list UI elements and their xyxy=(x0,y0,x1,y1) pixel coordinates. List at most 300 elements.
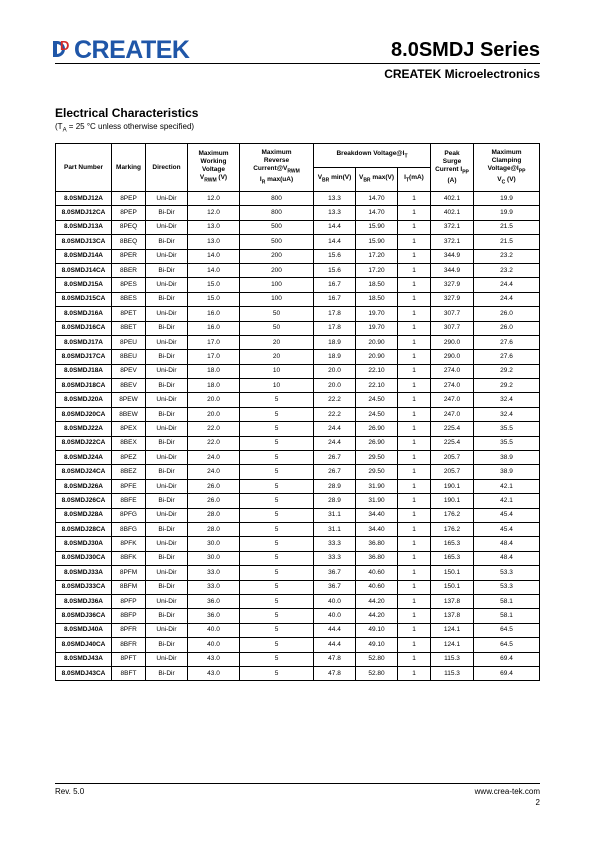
table-cell: Bi-Dir xyxy=(146,580,188,594)
table-row xyxy=(56,393,540,407)
table-cell: 1 xyxy=(398,623,431,637)
table-cell: 1 xyxy=(398,192,431,206)
table-cell: 14.0 xyxy=(188,263,240,277)
table-cell: 5 xyxy=(240,508,314,522)
table-cell: 17.8 xyxy=(314,307,356,321)
table-cell: 8BES xyxy=(112,292,146,306)
table-cell: 8.0SMDJ40A xyxy=(56,623,112,637)
table-cell: 10 xyxy=(240,364,314,378)
table-cell: 47.8 xyxy=(314,652,356,666)
table-cell: Uni-Dir xyxy=(146,422,188,436)
table-cell: 402.1 xyxy=(431,192,474,206)
table-cell: 1 xyxy=(398,364,431,378)
table-cell: 24.4 xyxy=(474,292,540,306)
table-cell: 35.5 xyxy=(474,422,540,436)
table-cell: Bi-Dir xyxy=(146,379,188,393)
table-cell: 5 xyxy=(240,465,314,479)
table-cell: 176.2 xyxy=(431,522,474,536)
table-cell: 30.0 xyxy=(188,537,240,551)
table-cell: 115.3 xyxy=(431,652,474,666)
company-logo xyxy=(53,37,189,63)
table-row xyxy=(56,594,540,608)
header-marking: Marking xyxy=(112,144,146,192)
table-cell: 8PEW xyxy=(112,393,146,407)
table-cell: 8.0SMDJ24A xyxy=(56,451,112,465)
table-cell: Uni-Dir xyxy=(146,479,188,493)
table-cell: 36.0 xyxy=(188,609,240,623)
table-cell: 33.3 xyxy=(314,551,356,565)
table-cell: 14.70 xyxy=(356,206,398,220)
table-cell: 5 xyxy=(240,652,314,666)
table-cell: 8PEV xyxy=(112,364,146,378)
table-row xyxy=(56,623,540,637)
table-cell: 28.0 xyxy=(188,522,240,536)
table-cell: 344.9 xyxy=(431,249,474,263)
table-cell: 12.0 xyxy=(188,206,240,220)
table-row xyxy=(56,278,540,292)
table-row xyxy=(56,192,540,206)
table-cell: 8.0SMDJ13CA xyxy=(56,235,112,249)
table-cell: 19.9 xyxy=(474,192,540,206)
table-cell: 8.0SMDJ20CA xyxy=(56,407,112,421)
table-cell: Uni-Dir xyxy=(146,652,188,666)
table-cell: 150.1 xyxy=(431,566,474,580)
table-cell: 20.90 xyxy=(356,350,398,364)
table-cell: 8.0SMDJ16A xyxy=(56,307,112,321)
table-cell: 38.9 xyxy=(474,451,540,465)
table-cell: 200 xyxy=(240,263,314,277)
table-cell: 48.4 xyxy=(474,537,540,551)
table-cell: 58.1 xyxy=(474,594,540,608)
table-cell: 48.4 xyxy=(474,551,540,565)
table-cell: Uni-Dir xyxy=(146,335,188,349)
table-cell: 8PFP xyxy=(112,594,146,608)
table-cell: 1 xyxy=(398,652,431,666)
table-cell: 8PEZ xyxy=(112,451,146,465)
table-cell: 1 xyxy=(398,206,431,220)
table-row xyxy=(56,350,540,364)
table-cell: 1 xyxy=(398,594,431,608)
table-cell: 28.0 xyxy=(188,508,240,522)
table-cell: 17.0 xyxy=(188,335,240,349)
table-cell: 190.1 xyxy=(431,479,474,493)
table-cell: 5 xyxy=(240,479,314,493)
table-cell: 43.0 xyxy=(188,652,240,666)
table-cell: 49.10 xyxy=(356,638,398,652)
table-cell: 1 xyxy=(398,379,431,393)
table-cell: 5 xyxy=(240,566,314,580)
table-cell: 18.0 xyxy=(188,364,240,378)
table-row xyxy=(56,436,540,450)
table-cell: 225.4 xyxy=(431,422,474,436)
table-cell: 26.90 xyxy=(356,422,398,436)
table-cell: 24.4 xyxy=(314,436,356,450)
table-row xyxy=(56,537,540,551)
table-cell: 190.1 xyxy=(431,494,474,508)
table-cell: 8.0SMDJ43CA xyxy=(56,666,112,680)
table-cell: 22.2 xyxy=(314,393,356,407)
table-cell: 64.5 xyxy=(474,623,540,637)
table-row xyxy=(56,479,540,493)
table-cell: 10 xyxy=(240,379,314,393)
table-row xyxy=(56,206,540,220)
table-cell: 8.0SMDJ33A xyxy=(56,566,112,580)
table-cell: 372.1 xyxy=(431,220,474,234)
table-cell: 15.90 xyxy=(356,220,398,234)
table-cell: 47.8 xyxy=(314,666,356,680)
table-cell: 21.5 xyxy=(474,235,540,249)
table-cell: 24.4 xyxy=(474,278,540,292)
footer-divider xyxy=(55,783,540,784)
table-cell: 31.1 xyxy=(314,522,356,536)
table-row xyxy=(56,508,540,522)
table-cell: 29.50 xyxy=(356,451,398,465)
table-cell: 100 xyxy=(240,278,314,292)
table-cell: 13.3 xyxy=(314,192,356,206)
table-cell: 40.0 xyxy=(188,623,240,637)
header-it: $I_T(mA)$ xyxy=(398,168,431,192)
table-cell: 42.1 xyxy=(474,494,540,508)
table-cell: 8BER xyxy=(112,263,146,277)
table-cell: 500 xyxy=(240,220,314,234)
table-cell: 40.0 xyxy=(188,638,240,652)
table-row xyxy=(56,666,540,680)
table-cell: Bi-Dir xyxy=(146,494,188,508)
table-cell: 16.0 xyxy=(188,307,240,321)
table-cell: 29.50 xyxy=(356,465,398,479)
table-cell: 23.2 xyxy=(474,249,540,263)
table-cell: 44.20 xyxy=(356,609,398,623)
table-cell: 24.50 xyxy=(356,393,398,407)
table-cell: 8.0SMDJ22CA xyxy=(56,436,112,450)
table-cell: 5 xyxy=(240,623,314,637)
table-cell: Bi-Dir xyxy=(146,436,188,450)
table-cell: 8.0SMDJ28A xyxy=(56,508,112,522)
table-cell: 800 xyxy=(240,206,314,220)
table-cell: 165.3 xyxy=(431,537,474,551)
table-cell: 34.40 xyxy=(356,508,398,522)
table-cell: 8.0SMDJ43A xyxy=(56,652,112,666)
table-cell: 50 xyxy=(240,321,314,335)
table-cell: 52.80 xyxy=(356,666,398,680)
table-cell: 8.0SMDJ30CA xyxy=(56,551,112,565)
table-cell: 8PFK xyxy=(112,537,146,551)
table-cell: 137.8 xyxy=(431,594,474,608)
table-cell: Bi-Dir xyxy=(146,206,188,220)
table-cell: Bi-Dir xyxy=(146,263,188,277)
table-cell: 8.0SMDJ36CA xyxy=(56,609,112,623)
table-cell: 34.40 xyxy=(356,522,398,536)
table-cell: Uni-Dir xyxy=(146,537,188,551)
table-cell: 24.50 xyxy=(356,407,398,421)
table-row xyxy=(56,292,540,306)
table-cell: 29.2 xyxy=(474,379,540,393)
table-cell: 8PEU xyxy=(112,335,146,349)
table-cell: 40.60 xyxy=(356,580,398,594)
table-row xyxy=(56,220,540,234)
table-cell: 327.9 xyxy=(431,292,474,306)
table-cell: 8.0SMDJ17CA xyxy=(56,350,112,364)
header-ipp: Peak Surge Current $I_{PP}$ (A) xyxy=(431,144,474,192)
table-cell: 19.70 xyxy=(356,321,398,335)
table-cell: Bi-Dir xyxy=(146,292,188,306)
table-cell: 274.0 xyxy=(431,379,474,393)
table-cell: Uni-Dir xyxy=(146,192,188,206)
table-row xyxy=(56,566,540,580)
table-cell: 274.0 xyxy=(431,364,474,378)
table-cell: 1 xyxy=(398,407,431,421)
table-cell: 26.90 xyxy=(356,436,398,450)
table-cell: 40.0 xyxy=(314,594,356,608)
table-cell: 8BEQ xyxy=(112,235,146,249)
table-cell: 8PES xyxy=(112,278,146,292)
table-cell: 26.7 xyxy=(314,451,356,465)
table-cell: 115.3 xyxy=(431,666,474,680)
table-cell: 44.4 xyxy=(314,638,356,652)
table-row xyxy=(56,580,540,594)
table-cell: 32.4 xyxy=(474,407,540,421)
table-cell: 20.0 xyxy=(188,407,240,421)
table-cell: 1 xyxy=(398,249,431,263)
table-cell: 26.0 xyxy=(188,494,240,508)
table-cell: Bi-Dir xyxy=(146,609,188,623)
table-cell: 124.1 xyxy=(431,638,474,652)
table-cell: 1 xyxy=(398,566,431,580)
table-cell: 18.50 xyxy=(356,278,398,292)
table-cell: 344.9 xyxy=(431,263,474,277)
table-cell: 8BFP xyxy=(112,609,146,623)
table-cell: 8PFR xyxy=(112,623,146,637)
table-cell: 18.9 xyxy=(314,335,356,349)
table-cell: Uni-Dir xyxy=(146,594,188,608)
table-cell: 36.80 xyxy=(356,537,398,551)
table-cell: 49.10 xyxy=(356,623,398,637)
table-cell: 5 xyxy=(240,551,314,565)
table-cell: Uni-Dir xyxy=(146,278,188,292)
table-row xyxy=(56,652,540,666)
table-cell: 40.0 xyxy=(314,609,356,623)
table-cell: 8.0SMDJ18CA xyxy=(56,379,112,393)
electrical-characteristics-table xyxy=(55,143,540,681)
table-cell: 23.2 xyxy=(474,263,540,277)
table-cell: 12.0 xyxy=(188,192,240,206)
table-cell: 27.6 xyxy=(474,335,540,349)
table-cell: Bi-Dir xyxy=(146,321,188,335)
table-cell: 18.50 xyxy=(356,292,398,306)
table-cell: 1 xyxy=(398,522,431,536)
table-cell: 1 xyxy=(398,235,431,249)
table-row xyxy=(56,364,540,378)
header-vbr-min: $V_{BR}$ min(V) xyxy=(314,168,356,192)
table-cell: Uni-Dir xyxy=(146,364,188,378)
section-title: Electrical Characteristics xyxy=(55,106,199,120)
table-cell: Uni-Dir xyxy=(146,307,188,321)
table-cell: 19.70 xyxy=(356,307,398,321)
table-cell: 8PEX xyxy=(112,422,146,436)
table-cell: 43.0 xyxy=(188,666,240,680)
table-cell: 8PEP xyxy=(112,192,146,206)
table-cell: 13.3 xyxy=(314,206,356,220)
table-cell: 13.0 xyxy=(188,235,240,249)
table-cell: 18.0 xyxy=(188,379,240,393)
table-cell: 8BEX xyxy=(112,436,146,450)
table-row xyxy=(56,465,540,479)
table-cell: 8BFG xyxy=(112,522,146,536)
table-cell: 1 xyxy=(398,263,431,277)
table-cell: 8PFG xyxy=(112,508,146,522)
table-cell: 225.4 xyxy=(431,436,474,450)
table-cell: 8.0SMDJ17A xyxy=(56,335,112,349)
table-row xyxy=(56,335,540,349)
table-cell: 8.0SMDJ36A xyxy=(56,594,112,608)
table-cell: 14.4 xyxy=(314,220,356,234)
table-cell: Uni-Dir xyxy=(146,393,188,407)
table-cell: 5 xyxy=(240,594,314,608)
table-row xyxy=(56,638,540,652)
logo-text: CREATEK xyxy=(74,36,190,64)
series-title: 8.0SMDJ Series xyxy=(391,39,540,61)
table-cell: 8.0SMDJ12A xyxy=(56,192,112,206)
table-cell: 5 xyxy=(240,522,314,536)
table-cell: 20.0 xyxy=(188,393,240,407)
table-cell: Bi-Dir xyxy=(146,350,188,364)
table-cell: 8.0SMDJ24CA xyxy=(56,465,112,479)
table-cell: 8BEZ xyxy=(112,465,146,479)
table-cell: 20 xyxy=(240,335,314,349)
table-cell: 8PER xyxy=(112,249,146,263)
table-cell: 8.0SMDJ26CA xyxy=(56,494,112,508)
table-cell: 1 xyxy=(398,292,431,306)
table-cell: 28.9 xyxy=(314,479,356,493)
table-cell: 8.0SMDJ12CA xyxy=(56,206,112,220)
table-cell: 53.3 xyxy=(474,566,540,580)
table-cell: 5 xyxy=(240,393,314,407)
header-vbr-max: $V_{BR}$ max(V) xyxy=(356,168,398,192)
table-cell: Uni-Dir xyxy=(146,249,188,263)
table-cell: 372.1 xyxy=(431,235,474,249)
table-cell: 8.0SMDJ15CA xyxy=(56,292,112,306)
table-cell: 58.1 xyxy=(474,609,540,623)
table-cell: 1 xyxy=(398,508,431,522)
table-row xyxy=(56,263,540,277)
table-cell: 8PEP xyxy=(112,206,146,220)
table-cell: 8.0SMDJ13A xyxy=(56,220,112,234)
table-cell: 45.4 xyxy=(474,508,540,522)
table-cell: 1 xyxy=(398,465,431,479)
table-cell: 36.7 xyxy=(314,566,356,580)
table-cell: Uni-Dir xyxy=(146,508,188,522)
table-cell: 8BET xyxy=(112,321,146,335)
table-cell: 1 xyxy=(398,666,431,680)
table-cell: 14.4 xyxy=(314,235,356,249)
table-row xyxy=(56,321,540,335)
table-cell: 8PFE xyxy=(112,479,146,493)
table-cell: 8.0SMDJ15A xyxy=(56,278,112,292)
table-cell: 17.20 xyxy=(356,263,398,277)
table-cell: 8.0SMDJ30A xyxy=(56,537,112,551)
table-cell: 1 xyxy=(398,638,431,652)
table-cell: 327.9 xyxy=(431,278,474,292)
table-cell: 69.4 xyxy=(474,652,540,666)
table-cell: 36.80 xyxy=(356,551,398,565)
header-divider xyxy=(55,63,540,64)
page-number: 2 xyxy=(535,798,540,807)
table-row xyxy=(56,379,540,393)
table-row xyxy=(56,249,540,263)
table-cell: 1 xyxy=(398,307,431,321)
table-cell: 8PEQ xyxy=(112,220,146,234)
table-cell: 15.0 xyxy=(188,278,240,292)
table-cell: 35.5 xyxy=(474,436,540,450)
table-cell: 31.1 xyxy=(314,508,356,522)
header-ir: Maximum Reverse $Current@V_{RWM}$ $I_R$ max(uA) xyxy=(240,144,314,192)
table-cell: 31.90 xyxy=(356,494,398,508)
table-cell: Uni-Dir xyxy=(146,220,188,234)
table-cell: 15.0 xyxy=(188,292,240,306)
table-cell: 44.4 xyxy=(314,623,356,637)
table-cell: 5 xyxy=(240,580,314,594)
table-cell: 307.7 xyxy=(431,321,474,335)
table-cell: Bi-Dir xyxy=(146,666,188,680)
table-cell: 17.20 xyxy=(356,249,398,263)
table-cell: 8PET xyxy=(112,307,146,321)
table-cell: Uni-Dir xyxy=(146,566,188,580)
table-cell: 1 xyxy=(398,393,431,407)
table-cell: 33.3 xyxy=(314,537,356,551)
table-cell: 5 xyxy=(240,494,314,508)
table-cell: 15.6 xyxy=(314,249,356,263)
table-cell: 8BFR xyxy=(112,638,146,652)
table-cell: 26.0 xyxy=(474,307,540,321)
table-cell: 1 xyxy=(398,609,431,623)
table-cell: 36.7 xyxy=(314,580,356,594)
table-cell: 1 xyxy=(398,580,431,594)
table-cell: 22.0 xyxy=(188,436,240,450)
table-cell: 205.7 xyxy=(431,451,474,465)
table-cell: 1 xyxy=(398,422,431,436)
company-name: CREATEK Microelectronics xyxy=(384,67,540,81)
revision-label: Rev. 5.0 xyxy=(55,787,85,796)
table-cell: 5 xyxy=(240,451,314,465)
table-cell: 247.0 xyxy=(431,407,474,421)
table-cell: 14.0 xyxy=(188,249,240,263)
table-cell: 8BEW xyxy=(112,407,146,421)
table-cell: 5 xyxy=(240,422,314,436)
table-row xyxy=(56,235,540,249)
table-cell: 44.20 xyxy=(356,594,398,608)
table-cell: 8.0SMDJ18A xyxy=(56,364,112,378)
table-cell: 8BEV xyxy=(112,379,146,393)
table-cell: 137.8 xyxy=(431,609,474,623)
table-cell: 64.5 xyxy=(474,638,540,652)
table-cell: 29.2 xyxy=(474,364,540,378)
table-row xyxy=(56,522,540,536)
table-cell: 1 xyxy=(398,494,431,508)
table-cell: Uni-Dir xyxy=(146,623,188,637)
table-cell: 5 xyxy=(240,436,314,450)
table-cell: 8BEU xyxy=(112,350,146,364)
table-cell: 52.80 xyxy=(356,652,398,666)
table-cell: 20 xyxy=(240,350,314,364)
table-cell: 176.2 xyxy=(431,508,474,522)
header-breakdown-voltage: Breakdown $Voltage@I_T$ xyxy=(314,144,431,168)
table-cell: 28.9 xyxy=(314,494,356,508)
table-cell: 26.7 xyxy=(314,465,356,479)
table-cell: 100 xyxy=(240,292,314,306)
table-cell: 247.0 xyxy=(431,393,474,407)
table-cell: 40.60 xyxy=(356,566,398,580)
table-cell: Bi-Dir xyxy=(146,407,188,421)
